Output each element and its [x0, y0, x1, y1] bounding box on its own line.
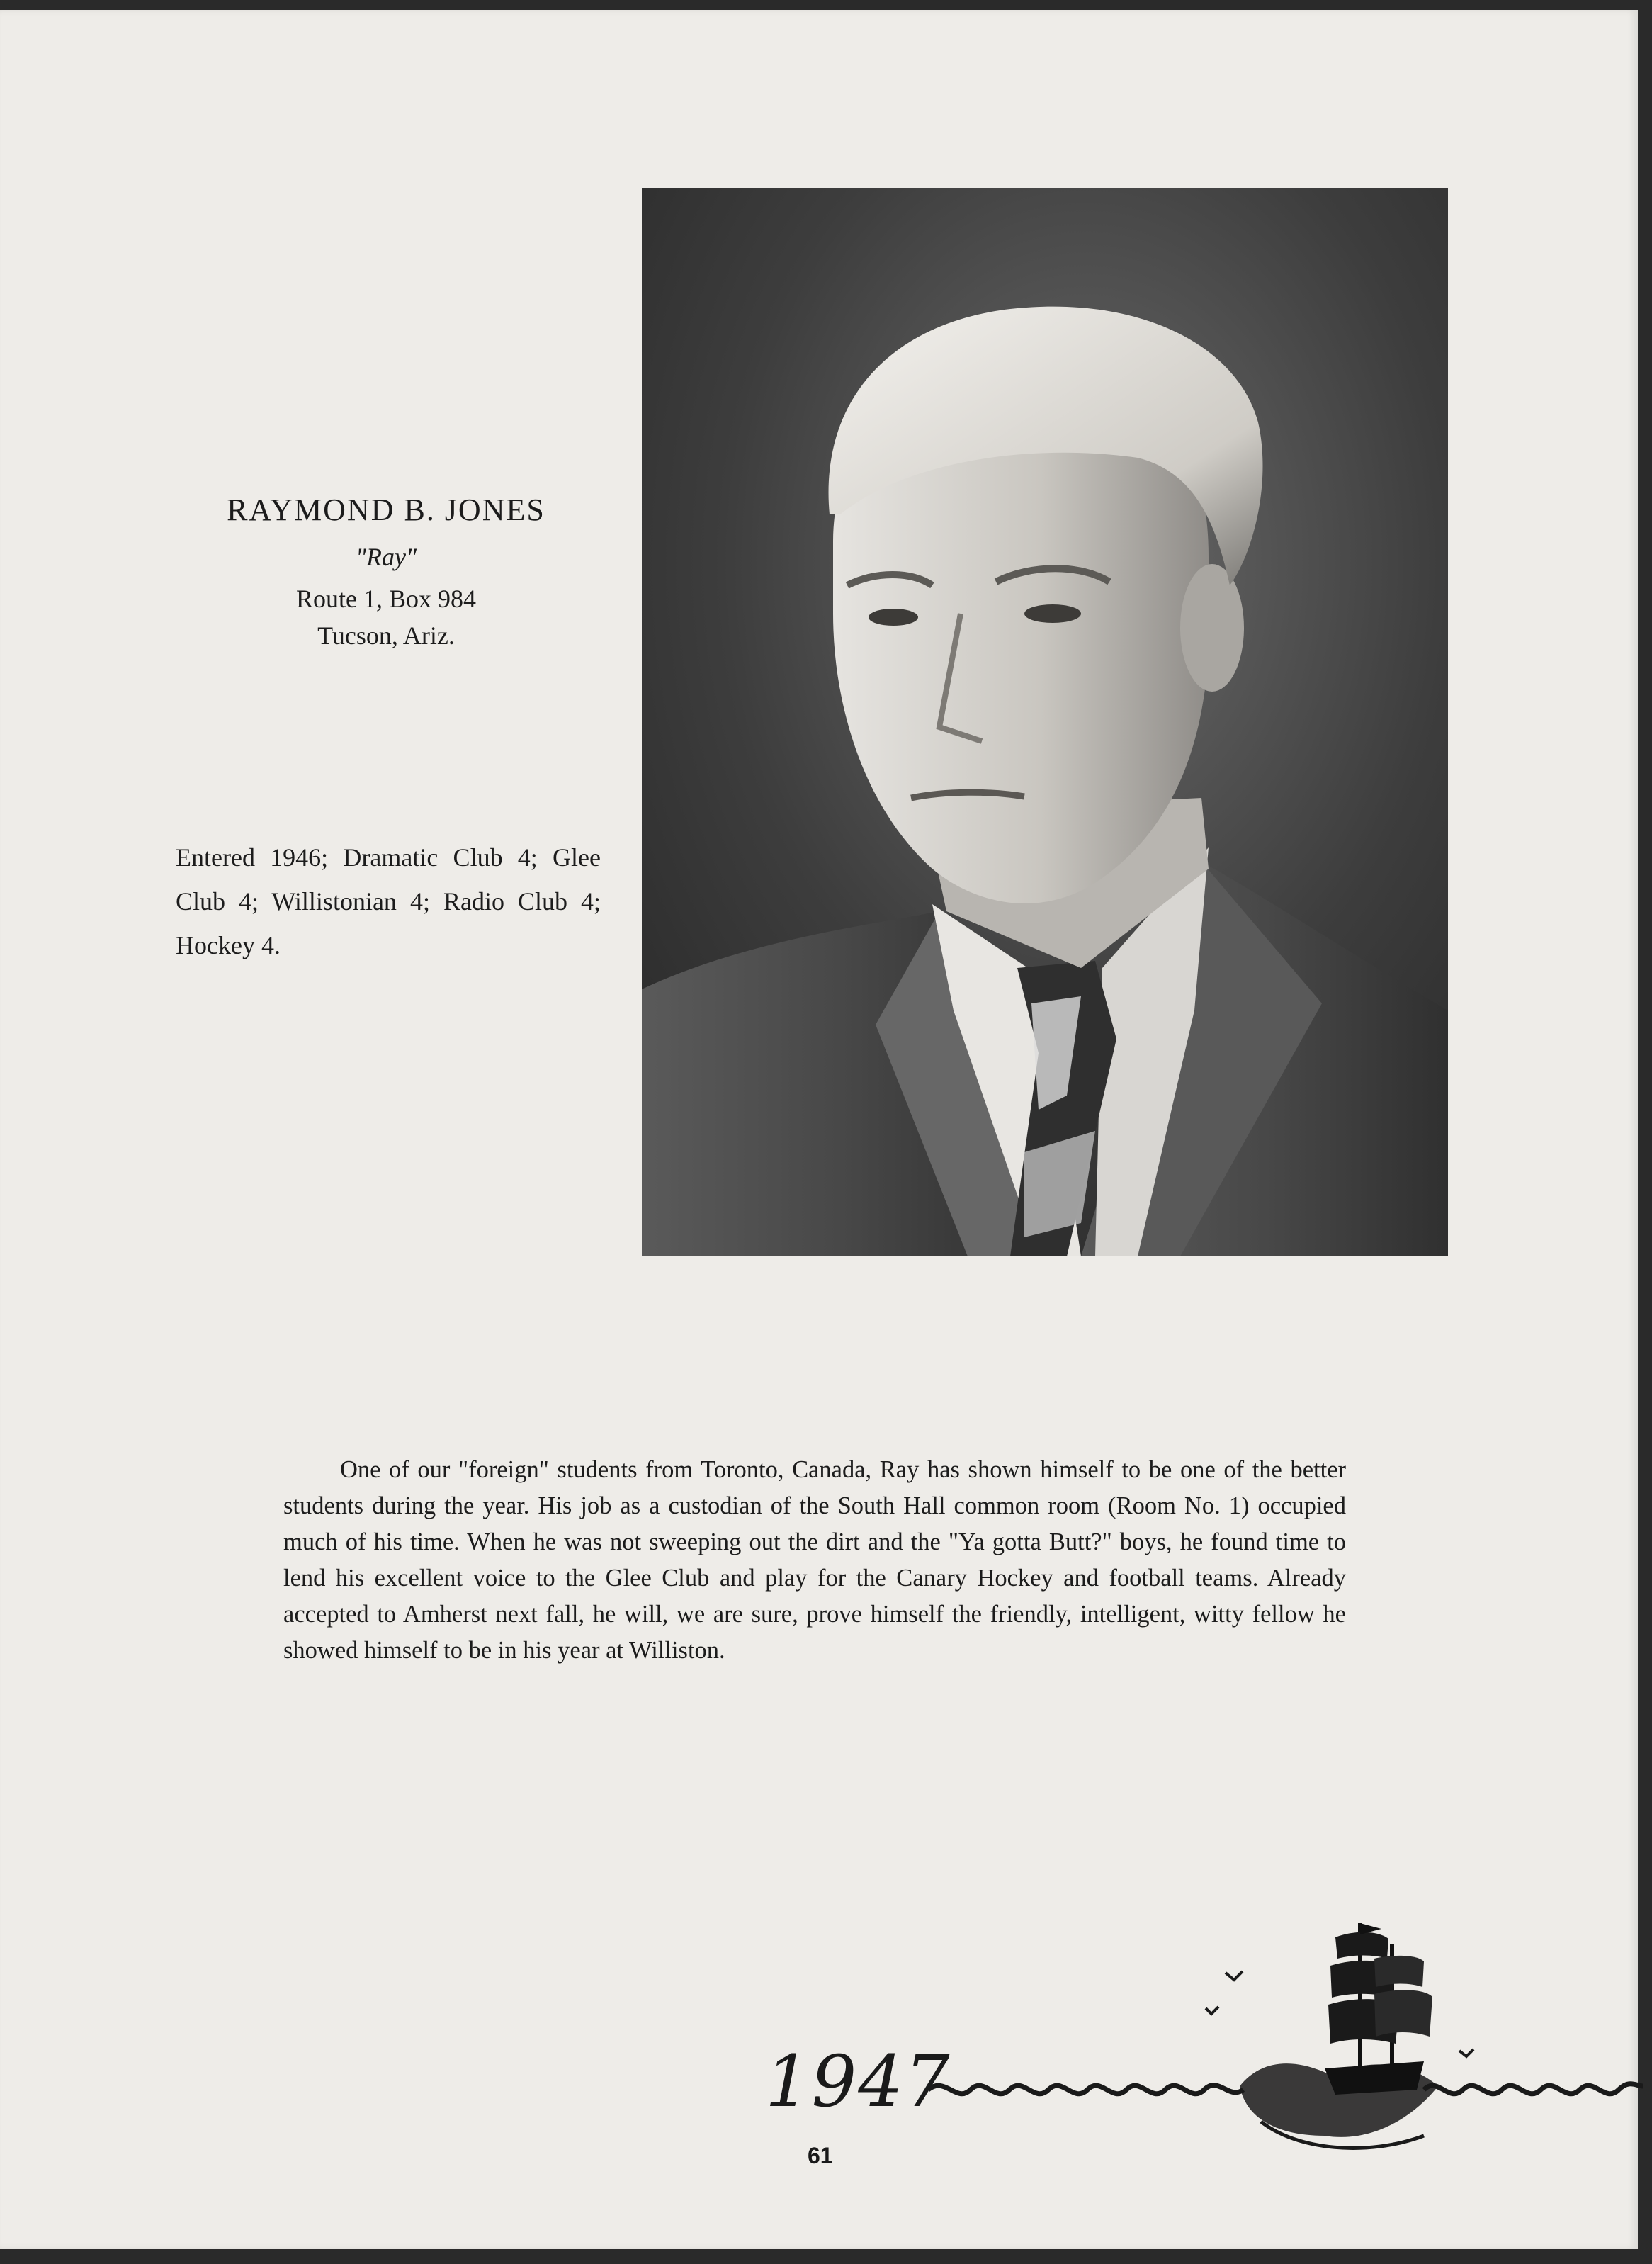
- student-name: RAYMOND B. JONES: [227, 492, 545, 527]
- portrait-photo: [642, 188, 1448, 1256]
- biography-text: One of our "foreign" students from Toronto, Canada, Ray has shown himself to be one of the better students during the year. His job as a custodian of the South Hall common room (Room No. 1) occupied much of his time. When he was not sweeping out the dirt and the "Ya gotta Butt?" boys, he found time to lend his excellent voice to the Glee Club and play for the Canary Hockey and football teams. Already accepted to Amherst next fall, he will, we are sure, prove himself the friendly, intelligent, witty fellow he showed himself to be in his year at Williston.: [283, 1456, 1346, 1664]
- student-info: [177, 492, 595, 654]
- student-nickname: "Ray": [355, 543, 417, 571]
- address-line-2: Tucson, Ariz.: [317, 621, 455, 650]
- ship-decoration: [928, 1909, 1643, 2171]
- activities-list: Entered 1946; Dramatic Club 4; Glee Club 4; Willistonian 4; Radio Club 4; Hockey 4.: [176, 843, 601, 959]
- yearbook-year: 1947: [765, 2040, 951, 2123]
- sailing-ship-icon: [928, 1909, 1643, 2171]
- biography: [283, 1452, 1346, 1669]
- address-line-1: Route 1, Box 984: [295, 585, 476, 613]
- yearbook-page: [0, 10, 1638, 2249]
- portrait-icon: [642, 188, 1448, 1256]
- page-number: 61: [808, 2143, 833, 2168]
